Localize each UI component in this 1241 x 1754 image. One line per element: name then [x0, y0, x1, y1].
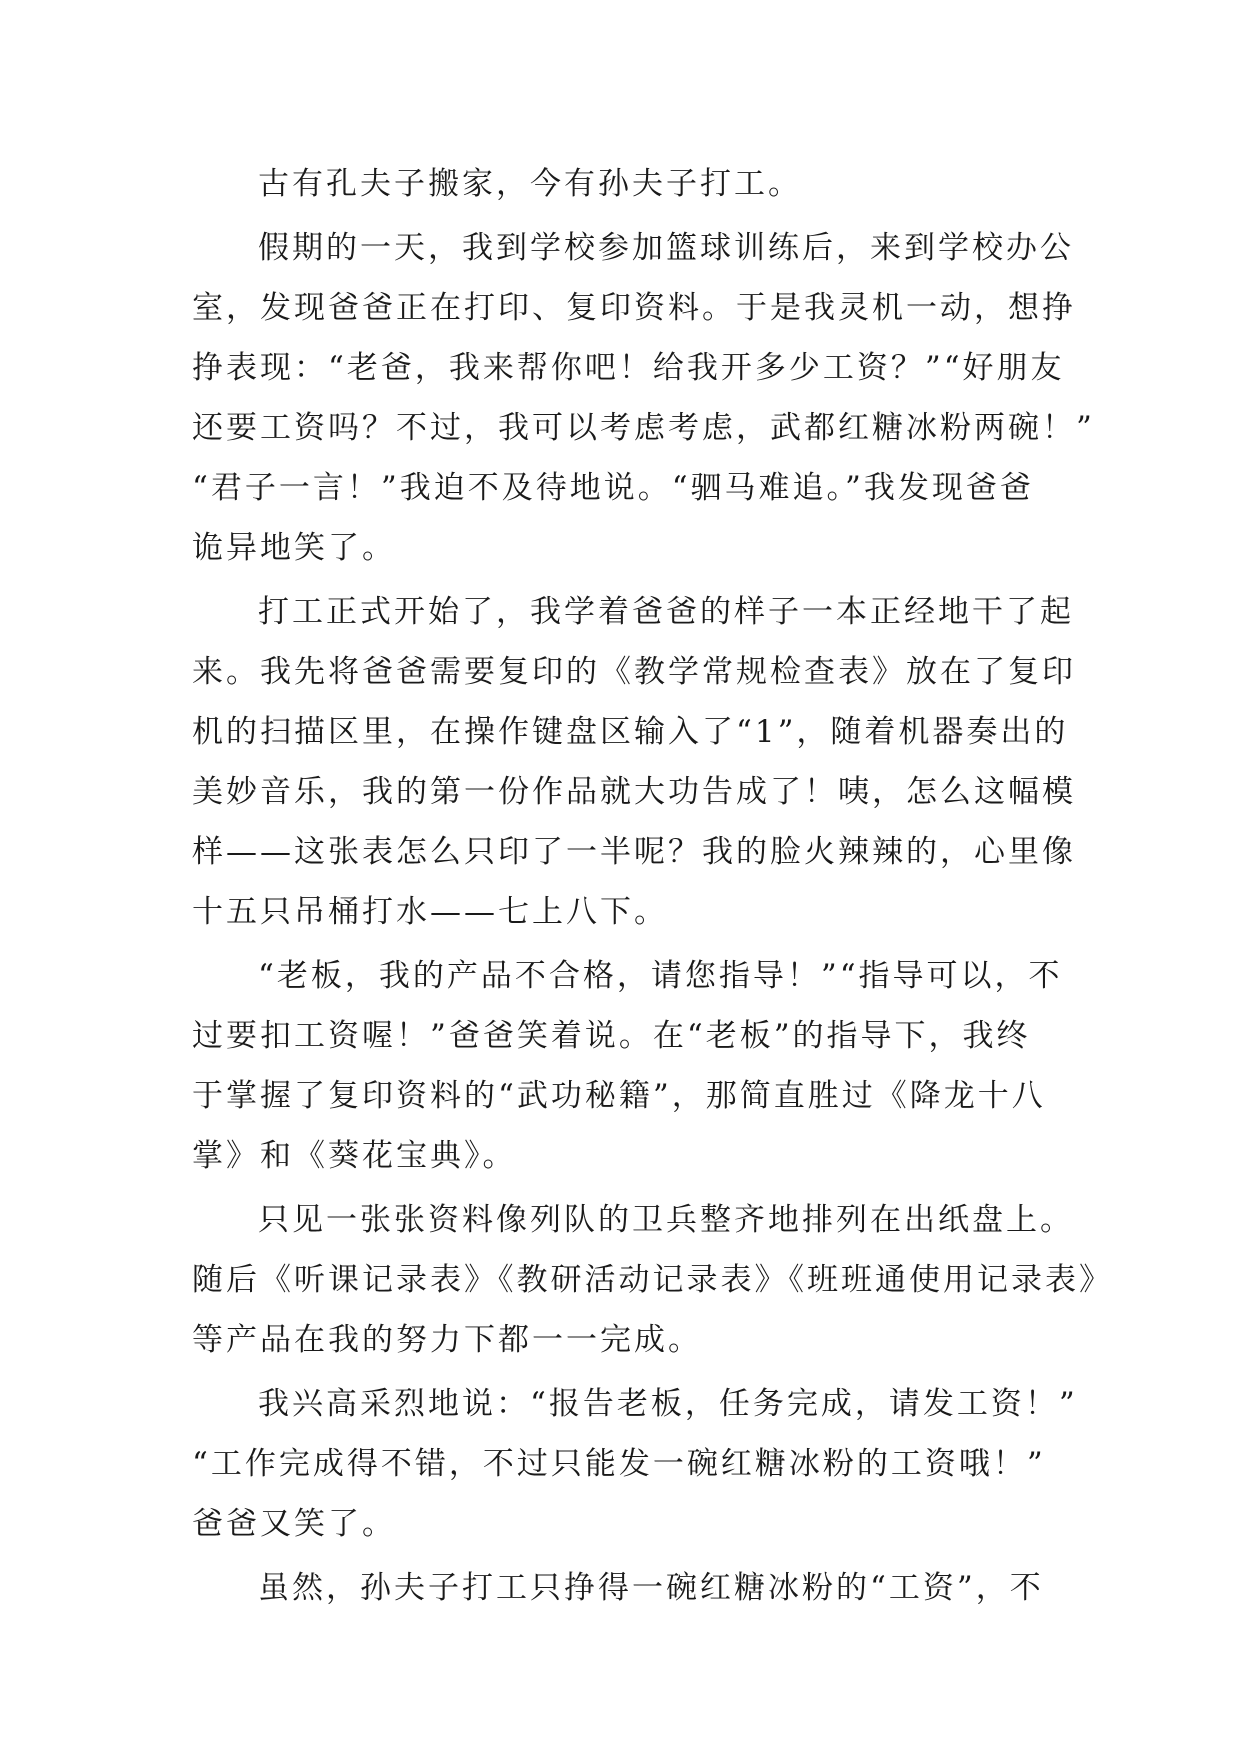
- text-line: 古有孔夫子搬家，今有孙夫子打工。: [258, 166, 802, 202]
- text-line: 机的扫描区里，在操作键盘区输入了“1”，随着机器奏出的: [192, 714, 1069, 750]
- paragraph-7: [192, 1558, 1072, 1618]
- paragraph-6: [192, 1374, 1078, 1554]
- text-line: 来。我先将爸爸需要复印的《教学常规检查表》放在了复印: [192, 654, 1076, 690]
- paragraph-4: [192, 946, 1072, 1186]
- text-line: 挣表现：“老爸，我来帮你吧！给我开多少工资？”“好朋友: [192, 350, 1065, 386]
- paragraph-3: [192, 582, 1076, 942]
- paragraph-2: [192, 218, 1095, 578]
- text-line: 我兴高采烈地说：“报告老板，任务完成，请发工资！”: [258, 1386, 1078, 1422]
- document-body: [192, 154, 1113, 1622]
- text-line: “工作完成得不错，不过只能发一碗红糖冰粉的工资哦！”: [192, 1446, 1046, 1482]
- text-line: 诡异地笑了。: [192, 530, 396, 566]
- text-line: “君子一言！”我迫不及待地说。“驷马难追。”我发现爸爸: [192, 470, 1034, 506]
- text-line: 还要工资吗？不过，我可以考虑考虑，武都红糖冰粉两碗！”: [192, 410, 1095, 446]
- text-line: 十五只吊桶打水——七上八下。: [192, 894, 668, 930]
- text-line: 虽然，孙夫子打工只挣得一碗红糖冰粉的“工资”，不: [258, 1570, 1044, 1606]
- text-line: 随后《听课记录表》《教研活动记录表》《班班通使用记录表》: [192, 1262, 1113, 1298]
- text-line: “老板，我的产品不合格，请您指导！”“指导可以，不: [258, 958, 1063, 994]
- text-line: 于掌握了复印资料的“武功秘籍”，那简直胜过《降龙十八: [192, 1078, 1046, 1114]
- text-line: 等产品在我的努力下都一一完成。: [192, 1322, 702, 1358]
- paragraph-5: [192, 1190, 1113, 1370]
- text-line: 打工正式开始了，我学着爸爸的样子一本正经地干了起: [258, 594, 1074, 630]
- paragraph-1: [192, 154, 1072, 214]
- text-line: 只见一张张资料像列队的卫兵整齐地排列在出纸盘上。: [258, 1202, 1074, 1238]
- text-line: 样——这张表怎么只印了一半呢？我的脸火辣辣的，心里像: [192, 834, 1076, 870]
- text-line: 掌》和《葵花宝典》。: [192, 1138, 517, 1174]
- text-line: 过要扣工资喔！”爸爸笑着说。在“老板”的指导下，我终: [192, 1018, 1031, 1054]
- text-line: 室，发现爸爸正在打印、复印资料。于是我灵机一动，想挣: [192, 290, 1076, 326]
- text-line: 美妙音乐，我的第一份作品就大功告成了！咦，怎么这幅模: [192, 774, 1076, 810]
- text-line: 爸爸又笑了。: [192, 1506, 396, 1542]
- text-line: 假期的一天，我到学校参加篮球训练后，来到学校办公: [258, 230, 1074, 266]
